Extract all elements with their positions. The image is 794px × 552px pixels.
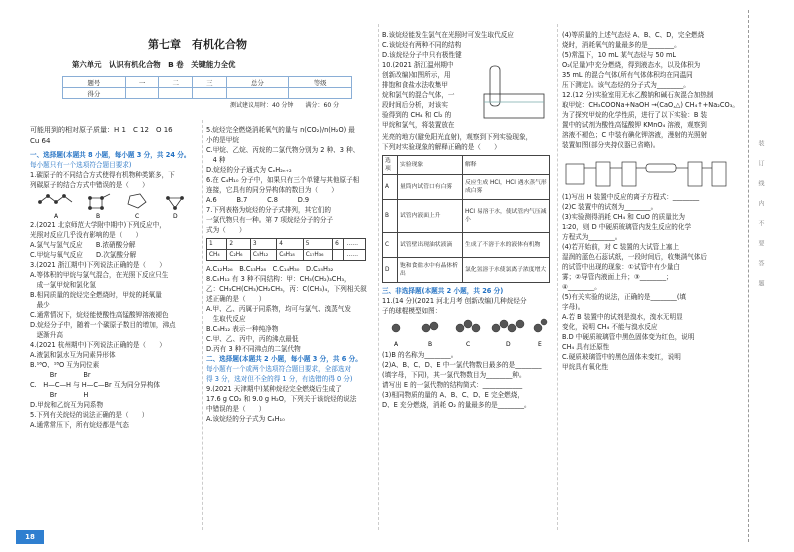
q5-option-a: A.通常常压下，所有烷烃都是气态: [30, 421, 129, 429]
series-cell: 2: [227, 239, 250, 250]
table-cell: D: [383, 258, 398, 283]
q2-text-2: 光照对反应几乎没有影响的是（ ）: [30, 231, 143, 239]
column-1: [30, 150, 200, 430]
q12-4d: 雾；②导管内液面上升；③________；: [562, 273, 673, 281]
q12-4e: ④________。: [562, 283, 601, 291]
binding-line: [748, 10, 749, 542]
table-header-explanation: 解释: [463, 156, 550, 175]
q1-text: 1.碳原子的不同结合方式使得有机物种类繁多，下: [30, 171, 175, 179]
model-label-c: C: [466, 341, 471, 348]
q11-text: 11.(14 分)(2021 河北月考 创新改编)几种烷烃分: [382, 297, 527, 305]
apparatus-a: [566, 164, 584, 184]
score-header-1: 一: [125, 77, 159, 88]
table-cell: 量筒内试管口有白雾: [398, 175, 463, 200]
series-cell: [333, 250, 344, 261]
alkane-series-table: [206, 238, 366, 261]
binding-margin-text: 装 订 线 内 不 要 答 题: [757, 140, 764, 290]
score-header-4: 总分: [226, 77, 289, 88]
column-divider: [557, 24, 558, 530]
q2-option-ab: A.氯气与氢气反应 B.浓硝酸分解: [30, 241, 136, 249]
series-cell: C₈H₁₈: [277, 250, 303, 261]
experiment-table: [382, 155, 550, 283]
q11-5c: 35 mL 的混合气体(所有气体体积均在同温同: [562, 71, 693, 79]
q5-option-c-2: 4 种: [206, 156, 226, 164]
series-cell: 5: [303, 239, 332, 250]
section-2-note-2: 得 3 分，选对但不全的得 1 分，有选错的得 0 分): [206, 375, 353, 383]
page-number: 18: [16, 530, 44, 544]
atomic-mass-line-2: Cu 64: [30, 137, 51, 145]
column-4: [562, 30, 739, 372]
q3-option-d: D.烷烃分子中，随着一个碳原子数目的增加，沸点: [30, 321, 176, 329]
q3-text: 3.(2021 浙江期中)下列说法正确的是（ ）: [30, 261, 166, 269]
q3-option-a: A.等体积的甲烷与氯气混合，在光照下反应只生: [30, 271, 169, 279]
model-label-b: B: [428, 341, 433, 348]
time-note: 测试建议用时：40 分钟 满分：60 分: [230, 102, 340, 109]
q7-options: A.C₁₂H₂₆ B.C₁₃H₂₈ C.C₁₄H₃₀ D.C₁₅H₃₂: [206, 265, 334, 273]
q12-text: 12.(12 分)实验室用无水乙酸钠和碱石灰混合加热制: [562, 91, 714, 99]
section-2-heading: 二、选择题(本题共 2 小题，每小题 3 分，共 6 分。: [206, 355, 362, 363]
q5-option-c: C.甲烷、乙烷、丙烷的二氯代物分别为 2 种、3 种、: [206, 146, 360, 154]
q12-2: (2)C 装置中的试剂为________。: [562, 203, 658, 211]
q11-5: (5)常温下，10 mL 某气态烃与 50 mL: [562, 51, 677, 59]
q12-5-option-a-2: 变化，说明 CH₄ 不能与溴水反应: [562, 323, 658, 331]
q8-text-2: 乙：CH₃CH(CH₃)CH₂CH₃，丙：C(CH₃)₄，下列相关叙: [206, 285, 367, 293]
q11-3b: D、E 充分燃烧，消耗 O₂ 的量最多的是________。: [382, 401, 531, 409]
q12-5-option-a: A.若 B 装置中的试剂是溴水，溴水无明显: [562, 313, 683, 321]
series-cell: C₅H₁₂: [250, 250, 276, 261]
q6-text-2: 连接，它具有的同分异构体的数目为（ ）: [206, 186, 338, 194]
apparatus-e: [688, 162, 702, 186]
q9-option-a: A.该烷烃的分子式为 C₄H₁₀: [206, 415, 285, 423]
series-cell: C₂H₆: [227, 250, 250, 261]
q12-text-4: 溶液不褪色；C 中装有碘化钾溶液，漫射的光照射: [562, 131, 708, 139]
option-c-label: C: [135, 213, 140, 220]
q12-5-option-b-2: CH₄ 具有还原性: [562, 343, 610, 351]
q2-option-cd: C.甲烷与氧气反应 D.次氯酸分解: [30, 251, 137, 259]
column-divider: [202, 120, 203, 530]
q10-text-8: 光亮的地方(避免阳光直射)，观察到下列实验现象，: [382, 133, 533, 141]
table-cell: 反应生成 HCl，HCl 遇水蒸气形成白雾: [463, 175, 550, 200]
q6-options: A.6 B.7 C.8 D.9: [206, 196, 310, 204]
q4-text: 4.(2021 杭州期中)下列说法正确的是（ ）: [30, 341, 166, 349]
q12-3: (3)实验测得消耗 CH₄ 和 CuO 的质量比为: [562, 213, 686, 221]
q12-4b: 湿润的蓝色石蕊试纸，一段时间后，收集满气体后: [562, 253, 708, 261]
q10-text-3: 排饱和食盐水法收集甲: [382, 81, 448, 89]
table-header-phenomenon: 实验现象: [398, 156, 463, 175]
q12-3c: 方程式为________。: [562, 233, 622, 241]
model-label-e: E: [538, 341, 542, 348]
q11-5b: O₂(足量)中充分燃烧，得到液态水，以及体积为: [562, 61, 701, 69]
table-cell: HCl 易溶于水，使试管内气压减小: [463, 200, 550, 233]
q12-apparatus: [562, 150, 732, 192]
option-c-ring: [128, 194, 146, 208]
q10-text-4: 烷和氯气的混合气体，一: [382, 91, 455, 99]
q3-option-c: C.通常情况下，烷烃能使酸性高锰酸钾溶液褪色: [30, 311, 169, 319]
column-2: [206, 125, 374, 424]
q7-text: 7.下列表格为烷烃的分子式排列，其它们的: [206, 206, 331, 214]
section-2-note: 每小题有一个或两个选项符合题目要求，全部选对: [206, 365, 352, 373]
q3-option-d-2: 逐渐升高: [30, 331, 63, 339]
q12-text-5: 装置如图(部分夹持仪器已省略)。: [562, 141, 660, 149]
q8-text-3: 述正确的是（ ）: [206, 295, 266, 303]
score-header-5: 等级: [289, 77, 352, 88]
apparatus-chain-figure: [562, 150, 732, 192]
q12-1: (1)写出 H 装置中反应的离子方程式：________: [562, 193, 700, 201]
q8-option-b: B.C₅H₁₂ 表示一种纯净物: [206, 325, 279, 333]
q5-text: 5.下列有关烷烃的说法正确的是（ ）: [30, 411, 149, 419]
series-cell: C₁₇H₃₆: [303, 250, 332, 261]
q11-4b: 烧时，消耗氧气的量最多的是________。: [562, 41, 681, 49]
test-tube: [490, 66, 500, 106]
table-cell: A: [383, 175, 398, 200]
q12-3b: 1∶20，则 D 中硬质玻璃管内发生反应的化学: [562, 223, 692, 231]
table-cell: 氯化氢溶于水使氯离子浓度增大: [463, 258, 550, 283]
series-cell: 4: [277, 239, 303, 250]
unit-title: 第六单元 认识有机化合物 B 卷 关键能力全优: [72, 60, 236, 69]
q12-4: (4)若开始前，对 C 装置的大试管上塞上: [562, 243, 680, 251]
apparatus-b: [596, 162, 610, 186]
q12-5-option-c-2: 甲烷具有氧化性: [562, 363, 609, 371]
q11-3: (3)相同物质的量的 A、B、C、D、E 完全燃烧，: [382, 391, 524, 399]
score-header-2: 二: [159, 77, 193, 88]
q9-option-d: D.该烷烃分子中只有极性键: [382, 51, 462, 59]
q4-option-b: B.¹⁶O、¹⁸O 互为同位素: [30, 361, 100, 369]
option-d-label: D: [173, 213, 178, 220]
q11-4: (4)等质量的上述气态烃 A、B、C、D，完全燃烧: [562, 31, 705, 39]
q12-text-3: 置中的试剂为酸性高锰酸钾 KMnO₄ 溶液，观察到: [562, 121, 707, 129]
q12-4c: 的试管中出现的现象：①试管中有少量白: [562, 263, 681, 271]
q11-5d: 压下测定)。该气态烃的分子式为________。: [562, 81, 690, 89]
apparatus-c: [622, 162, 636, 186]
column-3: [382, 30, 552, 410]
model-d: [516, 320, 524, 328]
q5-option-b-2: 小的是甲烷: [206, 136, 239, 144]
score-header-3: 三: [192, 77, 226, 88]
table-row: [383, 233, 550, 258]
q10-text-2: 创新改编)如图所示，用: [382, 71, 451, 79]
q11-2b: (填字母，下同)，其一氯代物数目为________种。: [382, 371, 526, 379]
ball-stick-models: [382, 316, 552, 350]
q8-text: 8.C₅H₁₂ 有 3 种不同结构：甲：CH₃(CH₂)₃CH₃，: [206, 275, 351, 283]
q9-text: 9.(2021 天津期中)某种烷烃完全燃烧后生成了: [206, 385, 342, 393]
q11-1: (1)B 的名称为________。: [382, 351, 458, 359]
model-a: [392, 324, 400, 332]
q3-option-b-2: 最少: [30, 301, 50, 309]
option-b-ring: [90, 198, 102, 208]
q11-text-2: 子的球棍模型如图：: [382, 307, 442, 315]
table-header-option: 选项: [383, 156, 398, 175]
q1-text-2: 列碳原子的结合方式中错误的是（ ）: [30, 181, 149, 189]
q12-equation: 取甲烷：CH₃COONa+NaOH →(CaO,△) CH₄↑+Na₂CO₃。: [562, 101, 739, 109]
q12-5b: 字母)。: [562, 303, 585, 311]
section-1-heading: 一、选择题(本题共 8 小题，每小题 3 分，共 24 分。: [30, 151, 191, 159]
series-cell: ……: [344, 239, 366, 250]
q12-5-option-b: B.D 中硬质玻璃管中黑色固体变为红色，说明: [562, 333, 695, 341]
q12-text-2: 为了探究甲烷的化学性质，进行了以下实验：B 装: [562, 111, 708, 119]
table-cell: B: [383, 200, 398, 233]
q10-text-9: 下列对实验现象的解释正确的是（ ）: [382, 143, 501, 151]
q12-5-option-c: C.硬质玻璃管中的黑色固体未变红，说明: [562, 353, 681, 361]
q10-text-6: 验得到的 CH₄ 和 Cl₂ 的: [382, 111, 452, 119]
q2-text: 2.(2021 北京师范大学附中期中)下列反应中，: [30, 221, 166, 229]
series-cell: ……: [344, 250, 366, 261]
q4-option-d: D.甲烷和乙烷互为同系物: [30, 401, 104, 409]
carbon-structure-figures: [30, 190, 200, 220]
q4-option-a: A.液氯和氯水互为同素异形体: [30, 351, 116, 359]
q7-text-2: 一氯代物只有一种。第 7 项烷烃分子的分子: [206, 216, 334, 224]
model-e: [541, 319, 547, 325]
score-row-label: 得分: [63, 88, 126, 99]
table-cell: 试管壁出现油状液滴: [398, 233, 463, 258]
q9-text-2: 17.6 g CO₂ 和 9.0 g H₂O，下列关于该烷烃的说法: [206, 395, 357, 403]
series-cell: 1: [207, 239, 227, 250]
ball-stick-figure: [382, 316, 550, 350]
q11-2c: 请写出 E 的一氯代物的结构简式：____________: [382, 381, 523, 389]
table-cell: C: [383, 233, 398, 258]
section-3-heading: 三、非选择题(本题共 2 小题，共 26 分): [382, 287, 504, 295]
table-row: [383, 175, 550, 200]
apparatus-figure: [482, 64, 552, 122]
q5-option-b: 5.烷烃完全燃烧消耗氧气的量与 n(CO₂)/n(H₂O) 最: [206, 126, 355, 134]
q8-option-a-2: 生取代反应: [206, 315, 246, 323]
q9-option-b: B.该烷烃能发生氯气在光照时可发生取代反应: [382, 31, 514, 39]
table-row: [383, 258, 550, 283]
q8-option-d: D.丙有 3 种不同沸点的二氯代物: [206, 345, 301, 353]
series-cell: 3: [250, 239, 276, 250]
q4-option-c: C. H—C—H 与 H—C—Br 互为同分异构体: [30, 381, 161, 389]
table-row: [383, 200, 550, 233]
q10-text-7: 甲烷和氯气，将装置放在: [382, 121, 455, 129]
column-divider: [378, 24, 379, 530]
q4-structure-bottom: Br H: [30, 391, 89, 399]
q3-option-a-2: 成一氯甲烷和氯化氢: [30, 281, 96, 289]
q10-block: [382, 60, 552, 132]
score-header-0: 题号: [63, 77, 126, 88]
table-cell: 饱和食盐水中有晶体析出: [398, 258, 463, 283]
q7-text-3: 式为（ ）: [206, 226, 246, 234]
q8-option-c: C.甲、乙、丙中，丙的沸点最低: [206, 335, 299, 343]
table-cell: 试管内液面上升: [398, 200, 463, 233]
q4-structure-top: Br Br: [30, 371, 91, 379]
table-cell: 生成了不溶于水的液体有机物: [463, 233, 550, 258]
q10-text: 10.(2021 浙江温州期中: [382, 61, 454, 69]
q10-text-5: 段时间后分析，对该实: [382, 101, 448, 109]
score-table: [62, 76, 352, 99]
q12-5: (5)有关实验的说法，正确的是________(填: [562, 293, 687, 301]
apparatus-d: [646, 164, 676, 172]
q3-option-b: B.相同质量的烷烃完全燃烧时，甲烷的耗氧量: [30, 291, 162, 299]
series-cell: 6: [333, 239, 344, 250]
q11-2: (2)A、B、C、D、E 中一氯代物数目最多的是________: [382, 361, 542, 369]
option-b-label: B: [96, 213, 101, 220]
model-label-d: D: [506, 341, 511, 348]
q9-text-3: 中错误的是（ ）: [206, 405, 266, 413]
model-c: [472, 324, 480, 332]
series-cell: CH₄: [207, 250, 227, 261]
q8-option-a: A.甲、乙、丙属于同系物，均可与氯气、溴蒸气发: [206, 305, 351, 313]
q6-text: 6.在 C₄H₁₀ 分子中，如果只有三个单键与其他原子相: [206, 176, 360, 184]
q9-option-c: C.该烷烃有两种不同的结构: [382, 41, 462, 49]
section-1-note: 每小题只有一个选项符合题目要求): [30, 161, 132, 169]
model-label-a: A: [394, 341, 399, 348]
option-a-label: A: [54, 213, 59, 220]
q1-figures: [30, 190, 200, 220]
atomic-mass-line: 可能用到的相对原子质量：H 1 C 12 O 16: [30, 126, 173, 134]
chapter-title: 第七章 有机化合物: [148, 38, 247, 51]
apparatus-f: [712, 162, 726, 186]
model-b: [430, 322, 438, 330]
q5-option-d: D.烷烃的分子通式为 CₙH₂ₙ₊₂: [206, 166, 292, 174]
